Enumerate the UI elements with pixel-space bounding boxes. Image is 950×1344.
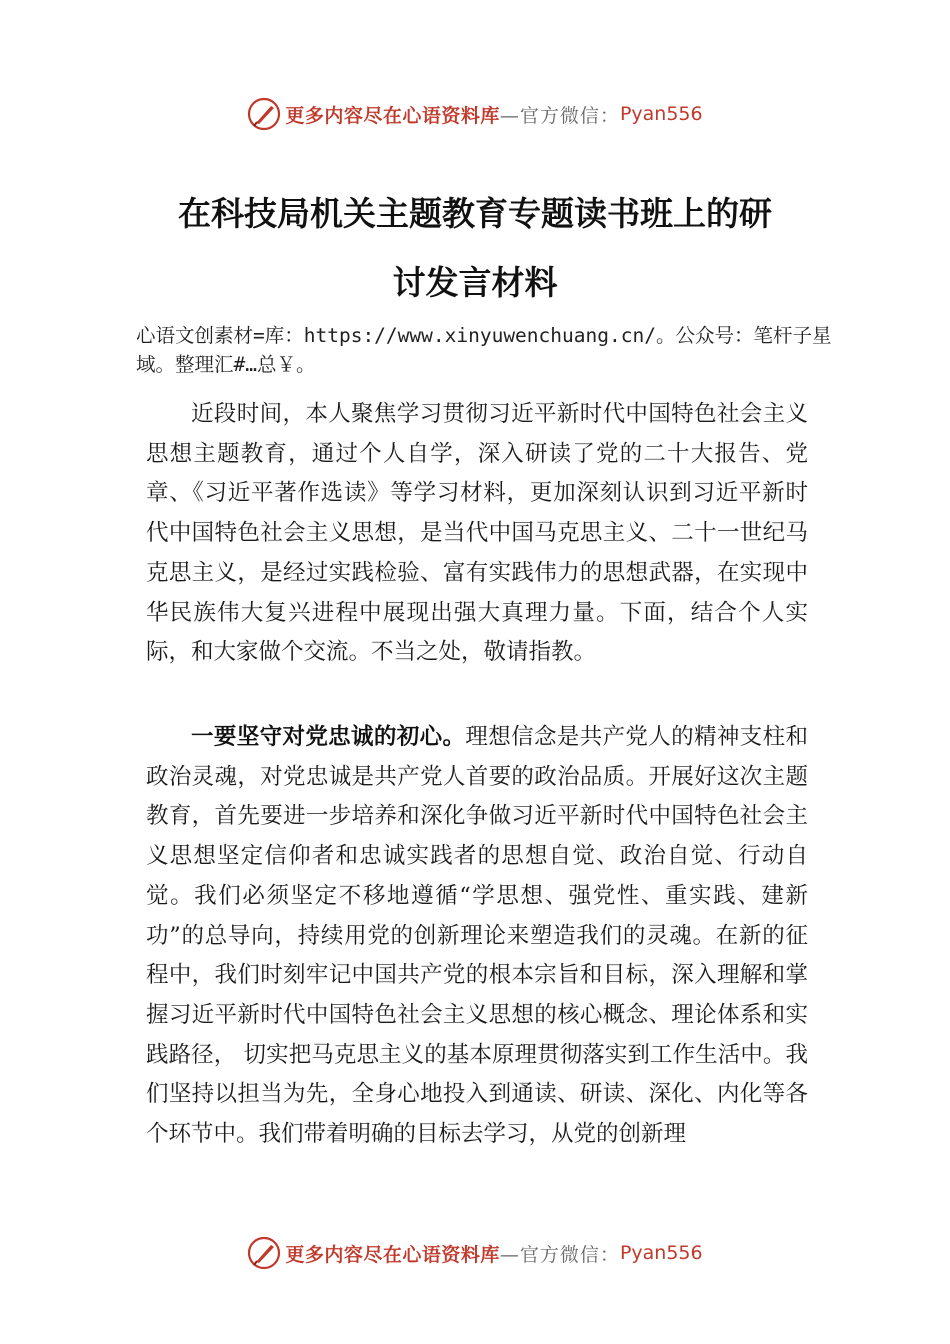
banner-wechat-id: Pyan556 [619,1242,703,1264]
document-title-line1: 在科技局机关主题教育专题读书班上的研 [178,194,772,233]
document-title-line2: 讨发言材料 [392,263,558,302]
banner-brand-text: 更多内容尽在心语资料库 [285,1243,500,1266]
header-banner [0,94,950,134]
banner-wechat-label: —官方微信： [499,104,620,127]
banner-wechat-label: —官方微信： [499,1243,620,1266]
footer-banner [0,1233,950,1273]
paragraph-text: 理想信念是共产党人的精神支柱和政治灵魂，对党忠诚是共产党人首要的政治品质。开展好这次主题教育，首先要进一步培养和深化争做习近平新时代中国特色社会主义思想坚定信仰者和忠诚实践者的思想自觉、政治自觉、行动自觉。我们必须坚定不移地遵循“学思想、强党性、重实践、建新功”的总导向，持续用党的创新理论来塑造我们的灵魂。在新的征程中，我们时刻牢记中国共产党的根本宗旨和目标，深入理解和掌握习近平新时代中国特色社会主义思想的核心概念、理论体系和实践路径， 切实把马克思主义的基本原理贯彻落实到工作生活中。我们坚持以担当为先，全身心地投入到通读、研读、深化、内化等各个环节中。我们带着明确的目标去学习，从党的创新理 [146,724,808,1148]
paragraph-point-1 [146,718,808,1155]
banner-wechat-id: Pyan556 [619,103,703,125]
paragraph-intro [146,395,808,673]
quill-logo-icon [247,97,281,131]
source-note: 心语文创素材=库：https://www.xinyuwenchuang.cn/。公众号：笔杆子星域。整理汇#…总￥。 [136,324,832,376]
banner-brand-text: 更多内容尽在心语资料库 [285,104,500,127]
quill-logo-icon [247,1236,281,1270]
paragraph-text: 近段时间，本人聚焦学习贯彻习近平新时代中国特色社会主义思想主题教育，通过个人自学，深入研读了党的二十大报告、党章、《习近平著作选读》等学习材料，更加深刻认识到习近平新时代中国特色社会主义思想，是当代中国马克思主义、二十一世纪马克思主义，是经过实践检验、富有实践伟力的思想武器，在实现中华民族伟大复兴进程中展现出强大真理力量。下面，结合个人实际，和大家做个交流。不当之处，敬请指教。 [146,401,808,666]
paragraph-lead: 一要坚守对党忠诚的初心。 [191,724,466,750]
